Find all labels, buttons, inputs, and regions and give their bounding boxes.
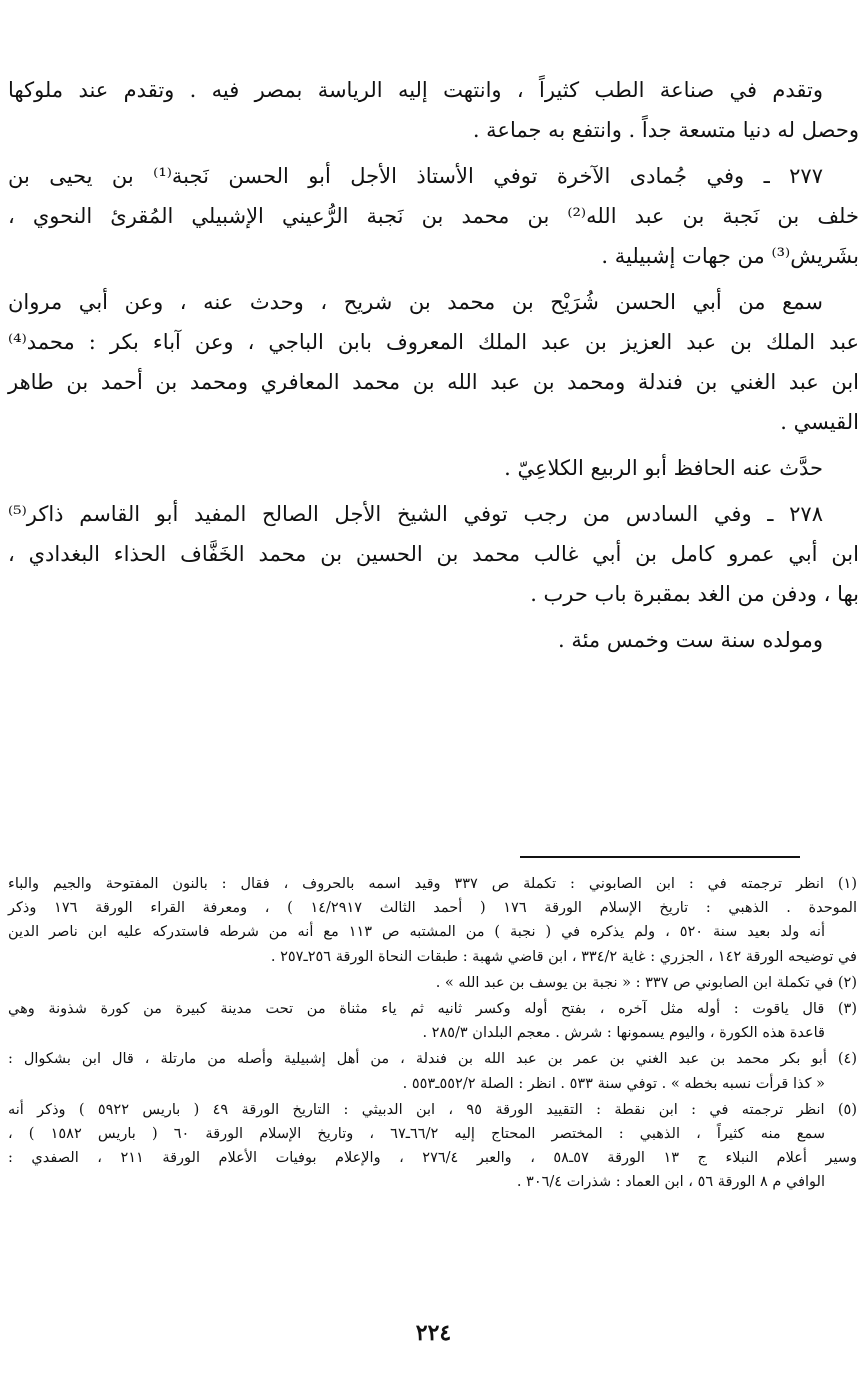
paragraph-1 [8,70,859,150]
paragraph-4 [8,448,859,488]
paragraph-6 [8,620,859,660]
entry-277 [8,156,859,276]
text-line: ٢٧٧ ـ وفي جُمادى الآخرة توفي الأستاذ الأجل أبو الحسن نَجبة⁽¹⁾ بن يحيى بن [8,164,823,188]
footnote-3 [8,997,857,1045]
text-line: ومولده سنة ست وخمس مئة . [557,628,823,652]
footnote-line: (٣) قال ياقوت : أوله مثل آخره ، بفتح أوله وكسر ثانيه ثم ياء مثناة من تحت مدينة كبيرة من كورة شذونة وهي [8,1001,857,1018]
text-line: حدَّث عنه الحافظ أبو الربيع الكلاعِيّ . [504,456,823,480]
footnote-line: وسير أعلام النبلاء ج ١٣ الورقة ٥٧ـ٥٨ ، والعبر ٢٧٦/٤ ، والإعلام بوفيات الأعلام الورقة ٢١١ ، الصفدي : [8,1150,857,1167]
text-line: بها ، ودفن من الغد بمقبرة باب حرب . [530,582,859,606]
footnote-line: (١) انظر ترجمته في : ابن الصابوني : تكملة ص ٣٣٧ وقيد اسمه بالحروف ، فقال : بالنون المفتوحة والجيم والباء [8,876,857,892]
footnote-separator [520,856,800,858]
text-line: القيسي . [780,410,859,434]
text-line: سمع من أبي الحسن شُرَيْح بن محمد بن شريح ، وحدث عنه ، وعن أبي مروان [8,290,823,314]
footnote-line: في توضيحه الورقة ١٤٢ ، الجزري : غاية ٣٣٤/٢ ، ابن قاضي شهبة : طبقات النحاة الورقة ٢٥٦ـ٢٥٧ . [270,948,857,965]
footnote-line: قاعدة هذه الكورة ، واليوم يسمونها : شرش . معجم البلدان ٢٨٥/٣ . [422,1025,825,1042]
text-line: ابن عبد الغني بن فندلة ومحمد بن عبد الله بن محمد المعافري ومحمد بن أحمد بن طاهر [8,370,859,394]
text-line: وحصل له دنيا متسعة جداً . وانتفع به جماعة . [472,118,859,142]
text-line: وتقدم في صناعة الطب كثيراً ، وانتهت إليه الرياسة بمصر فيه . وتقدم عند ملوكها [8,78,823,102]
footnote-4 [8,1047,857,1095]
footnote-line: الوافي م ٨ الورقة ٥٦ ، ابن العماد : شذرات ٣٠٦/٤ . [516,1174,825,1191]
footnote-5 [8,1098,857,1195]
text-line: عبد الملك بن عبد العزيز بن عبد الملك المعروف بابن الباجي ، وعن آباء بكر : محمد⁽⁴⁾ [8,330,859,354]
footnote-line: (٥) انظر ترجمته في : ابن نقطة : التقييد الورقة ٩٥ ، ابن الدبيثي : التاريخ الورقة ٤٩ ( باريس ٥٩٢٢ ) وذكر أنه [8,1101,857,1118]
footnote-line: (٤) أبو بكر محمد بن عبد الغني بن عمر بن عبد الله بن فندلة ، من أهل إشبيلية وأصله من مارتلة ، قال ابن بشكوال : [8,1051,857,1068]
footnote-line: أنه ولد بعيد سنة ٥٢٠ ، ولم يذكره في ( نجبة ) من المشتبه ص ١١٣ مع أنه من شرطه فاستدركه عليه ابن ناصر الدين [8,924,825,941]
entry-278 [8,494,859,614]
text-line: خلف بن نَجبة بن عبد الله⁽²⁾ بن محمد بن نَجبة الرُّعيني الإشبيلي المُقرئ النحوي ، [8,204,859,228]
page-number: ٢٢٤ [415,1320,452,1346]
text-line: ابن أبي عمرو كامل بن أبي غالب محمد بن الحسين بن محمد الخَفَّاف الحذاء البغدادي ، [8,542,859,566]
text-line: ٢٧٨ ـ وفي السادس من رجب توفي الشيخ الأجل الصالح المفيد أبو القاسم ذاكر⁽⁵⁾ [8,502,823,526]
footnote-line: الموحدة . الذهبي : تاريخ الإسلام الورقة ١٧٦ ( أحمد الثالث ١٤/٢٩١٧ ) ، ومعرفة القراء الورقة ١٧٦ وذكر [8,900,857,917]
paragraph-3 [8,282,859,442]
footnote-line: (٢) في تكملة ابن الصابوني ص ٣٣٧ : « نجبة بن يوسف بن عبد الله » . [435,974,857,991]
main-text [8,70,859,666]
footnotes [8,872,857,1197]
footnote-line: سمع منه كثيراً ، الذهبي : المختصر المحتاج إليه ٦٦/٢ـ٦٧ ، وتاريخ الإسلام الورقة ٦٠ ( باريس ١٥٨٢ ) ، [8,1126,825,1143]
footnote-line: « كذا قرأت نسبه بخطه » . توفي سنة ٥٣٣ . انظر : الصلة ٥٥٢/٢ـ٥٥٣ . [402,1075,825,1092]
text-line: بشَريش⁽³⁾ من جهات إشبيلية . [601,244,859,268]
footnote-1 [8,872,857,969]
footnote-2 [8,971,857,995]
